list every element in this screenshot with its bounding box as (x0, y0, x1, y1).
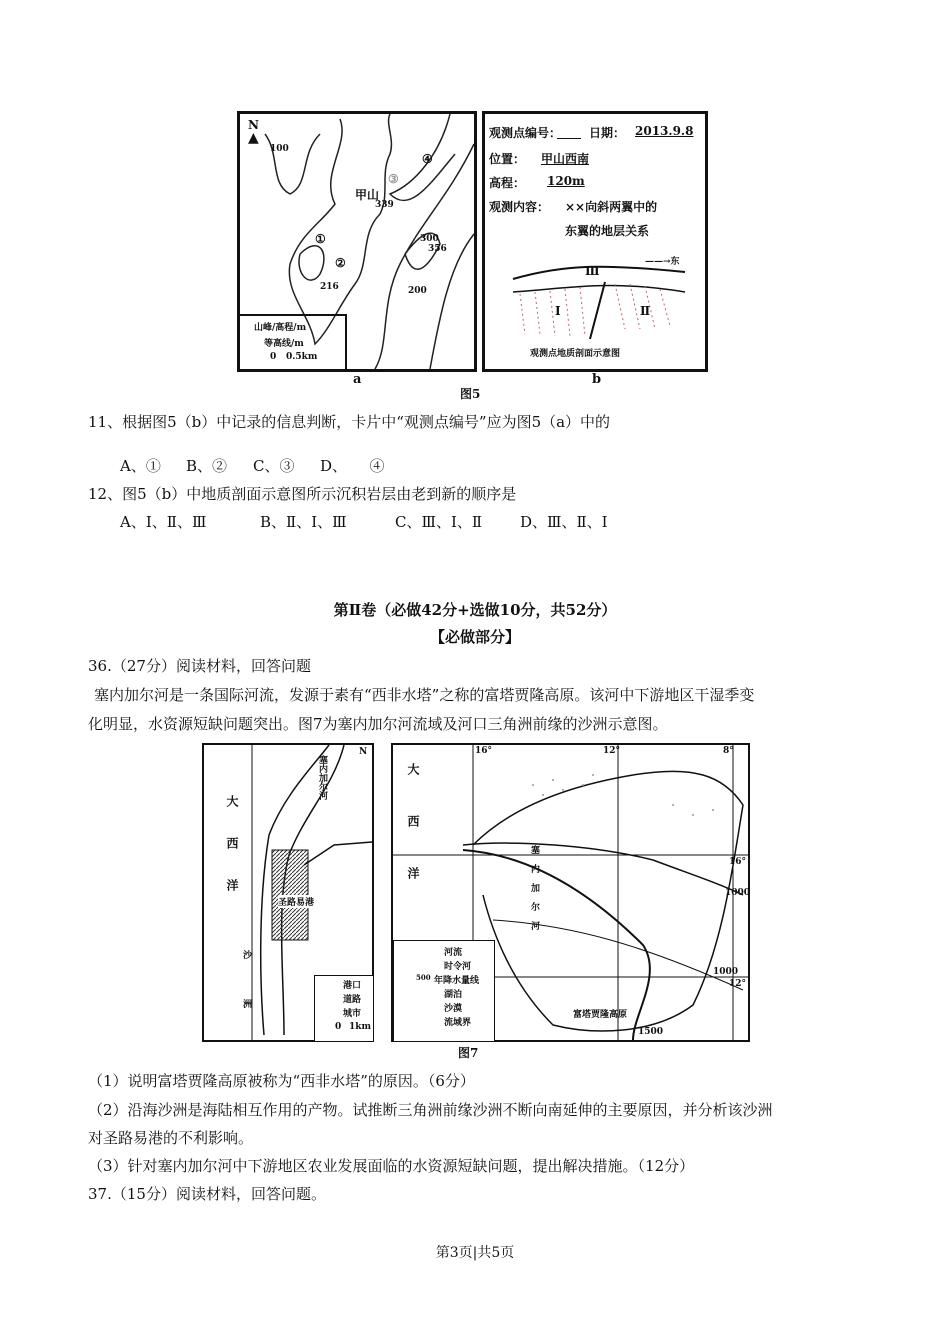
q36-sub2-line1: （2）沿海沙洲是海陆相互作用的产物。试推断三角洲前缘沙洲不断向南延伸的主要原因，并分析该沙洲 (88, 1101, 773, 1119)
longitude-8: 8° (723, 746, 734, 756)
east-label: 东 (670, 257, 680, 267)
layer-III: Ⅲ (585, 264, 600, 278)
question-11-stem: 11、根据图5（b）中记录的信息判断，卡片中“观测点编号”应为图5（a）中的 (88, 413, 611, 431)
figure5a-contour-map (237, 111, 477, 372)
geologic-section (485, 114, 705, 369)
ocean-label: 大西洋 (225, 795, 239, 921)
peak-elevation: 356 (428, 244, 447, 254)
sandbar-label: 沙洲 (241, 950, 251, 1048)
q12-option-a: A、Ⅰ、Ⅱ、Ⅲ (120, 513, 207, 531)
figure5-caption: 图5 (460, 387, 481, 401)
q36-material-line1: 塞内加尔河是一条国际河流，发源于素有“西非水塔”之称的富塔贾隆高原。该河中下游地区干湿季变 (94, 686, 755, 704)
legend-city: 城市 (343, 1009, 362, 1019)
figure7-right-map (391, 743, 750, 1042)
legend-scale-length: 1km (349, 1022, 372, 1032)
figure7-caption: 图7 (458, 1046, 479, 1060)
section-subtitle: 【必做部分】 (429, 628, 520, 646)
legend-contour: 等高线/m (264, 339, 304, 349)
card-content-label: 观测内容： (489, 200, 550, 214)
q11-option-a: A、① (120, 457, 161, 475)
figure5b-observation-card (482, 111, 708, 372)
longitude-16: 16° (475, 746, 493, 756)
peak-elevation: 216 (320, 282, 339, 292)
river-label: 塞内加尔河 (529, 845, 539, 940)
legend-scale-zero: 0 (335, 1022, 342, 1032)
longitude-12: 12° (603, 746, 621, 756)
card-id-label: 观测点编号： (489, 126, 562, 140)
q11-option-c: C、③ (253, 457, 295, 475)
card-elevation: 120m (547, 174, 585, 188)
legend-road: 道路 (343, 995, 362, 1005)
legend-port: 港口 (343, 981, 362, 991)
q12-option-c: C、Ⅲ、Ⅰ、Ⅱ (395, 513, 483, 531)
latitude-12: 12° (729, 979, 747, 989)
card-location-label: 位置： (489, 152, 526, 166)
river-label: 塞内加尔河 (317, 755, 327, 800)
legend-desert: 沙漠 (444, 1004, 463, 1014)
layer-I: Ⅰ (555, 304, 561, 318)
section-caption: 观测点地质剖面示意图 (530, 349, 621, 359)
q12-option-d: D、Ⅲ、Ⅱ、Ⅰ (520, 513, 608, 531)
legend-scale-zero: 0 (270, 352, 277, 362)
q36-sub3: （3）针对塞内加尔河中下游地区农业发展面临的水资源短缺问题，提出解决措施。（12分） (88, 1157, 695, 1175)
card-date-label: 日期： (589, 126, 626, 140)
q36-sub1: （1）说明富塔贾隆高原被称为“西非水塔”的原因。（6分） (88, 1072, 475, 1090)
contour-label-300: 300 (420, 234, 439, 244)
legend-scale-length: 0.5km (286, 352, 318, 362)
legend-peak: 山峰/高程/m (254, 323, 307, 333)
port-label: 圣路易港 (278, 895, 314, 908)
contour-label-100: 100 (270, 144, 289, 154)
legend-lake: 湖泊 (444, 990, 463, 1000)
legend-river: 河流 (444, 948, 463, 958)
isohyet-1000: 1000 (713, 967, 739, 977)
contour-label-200: 200 (408, 286, 427, 296)
map-legend (393, 940, 495, 1042)
point-1: ① (315, 232, 326, 246)
question-12-stem: 12、图5（b）中地质剖面示意图所示沉积岩层由老到新的顺序是 (88, 485, 517, 503)
map-legend (240, 314, 347, 371)
q11-option-b: B、② (186, 457, 228, 475)
q36-sub2-line2: 对圣路易港的不利影响。 (88, 1129, 254, 1147)
card-elevation-label: 高程： (489, 176, 526, 190)
card-location: 甲山西南 (541, 152, 590, 166)
isohyet-1500: 1500 (638, 1027, 664, 1037)
card-content-1: ××向斜两翼中的 (565, 200, 658, 214)
isohyet-1000: 1000 (725, 888, 751, 898)
map-legend (314, 975, 374, 1042)
east-arrow: ——→东 (645, 257, 680, 267)
figure5a-label: a (353, 372, 362, 387)
q36-material-line2: 化明显，水资源短缺问题突出。图7为塞内加尔河流域及河口三角洲前缘的沙洲示意图。 (88, 715, 668, 733)
north-label: N (359, 747, 368, 757)
point-4: ④ (422, 152, 433, 166)
point-2: ② (335, 256, 346, 270)
question-37-stem: 37.（15分）阅读材料，回答问题。 (88, 1185, 326, 1203)
plateau-label: 富塔贾隆高原 (573, 1010, 628, 1020)
section-title: 第Ⅱ卷（必做42分+选做10分，共52分） (333, 601, 617, 619)
legend-isohyet-value: 500 (416, 973, 431, 982)
q12-option-b: B、Ⅱ、Ⅰ、Ⅲ (260, 513, 347, 531)
point-3: ③ (388, 172, 399, 186)
question-36-stem: 36.（27分）阅读材料，回答问题 (88, 657, 311, 675)
card-date: 2013.9.8 (635, 124, 694, 138)
legend-isohyet: 年降水量线 (434, 976, 480, 986)
figure7-left-map (202, 743, 374, 1048)
north-arrow: N (248, 118, 259, 132)
north-arrow-icon: ▲ (248, 130, 259, 146)
peak-elevation: 339 (375, 200, 394, 210)
legend-seasonal-river: 时令河 (444, 962, 472, 972)
card-content-2: 东翼的地层关系 (565, 224, 650, 238)
ocean-label: 大西洋 (406, 763, 420, 919)
figure5b-label: b (592, 372, 602, 387)
page-footer: 第3页|共5页 (435, 1245, 515, 1261)
latitude-16: 16° (729, 857, 747, 867)
peak-name: 甲山 (355, 188, 380, 202)
layer-II: Ⅱ (640, 304, 651, 318)
legend-divide: 流域界 (444, 1018, 472, 1028)
q11-option-d: D、 ④ (320, 457, 385, 475)
